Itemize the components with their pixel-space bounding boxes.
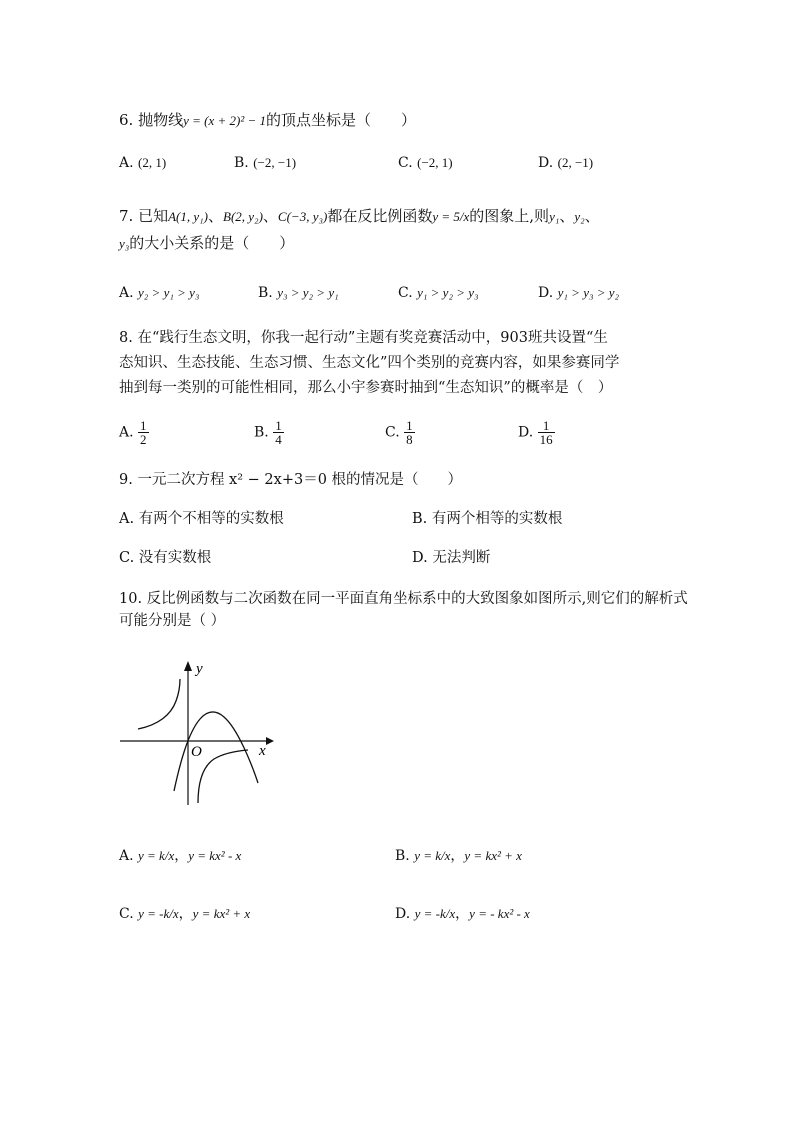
y-axis-arrow [184,661,192,671]
question-10-line2: 可能分别是（ ） [119,613,226,629]
question-8-line1: 8. 在“践行生态文明，你我一起行动”主题有奖竞赛活动中，903班共设置“生 [119,330,608,346]
q7-option-d: D. y₁ > y₃ > y₂ [538,285,620,301]
q6-post: 的顶点坐标是（ ） [266,111,417,129]
q8-option-c: C. $\frac{1}{8}$ [385,418,413,447]
parabola-curve [174,712,258,791]
q9-option-a: A. 有两个不相等的实数根 [119,511,284,527]
q10-graph [116,655,286,815]
q7-function: y = 5/x [432,209,470,224]
x-axis-arrow [266,737,274,745]
question-8-line3: 抽到每一类别的可能性相同，那么小宇参赛时抽到“生态知识”的概率是（ ） [119,380,613,396]
question-6 [119,110,416,131]
question-8-line2: 态知识、生态技能、生态习惯、生态文化”四个类别的竞赛内容，如果参赛同学 [119,355,620,371]
q7-number: 7. [119,207,134,225]
question-9: 9. 一元二次方程 x² − 2x+3＝0 根的情况是（ ） [119,472,463,488]
q8-option-b: B. $\frac{1}{4}$ [254,418,282,447]
q9-option-d: D. 无法判断 [412,550,491,566]
question-7-line2: y₃的大小关系的是（ ） [119,234,295,252]
q7-option-a: A. y₂ > y₁ > y₃ [119,285,200,301]
q10-option-c: C. y = -k/x，y = kx² + x [119,906,251,922]
q6-pre: 抛物线 [138,111,184,129]
q7-option-b: B. y₃ > y₂ > y₁ [258,285,339,301]
q7-point-b: B(2, y₂) [223,209,263,224]
q6-option-a: A. (2, 1) [119,155,167,171]
q6-formula: y = (x + 2)² − 1 [183,113,267,128]
q9-option-c: C. 没有实数根 [119,550,212,566]
q7-point-c: C(−3, y₃) [277,209,328,224]
hyperbola-branch-lower-right [198,750,248,803]
q7-point-a: A(1, y₁) [168,209,208,224]
q8-option-a: A. $\frac{1}{2}$ [119,418,147,447]
q8-option-d: D. $\frac{1}{16}$ [518,418,553,447]
origin-label: O [191,744,202,760]
y-axis-label: y [196,661,203,677]
q7-option-c: C. y₁ > y₂ > y₃ [398,285,479,301]
question-10-line1: 10. 反比例函数与二次函数在同一平面直角坐标系中的大致图象如图所示,则它们的解析式 [119,591,688,607]
q10-option-a: A. y = k/x，y = kx² - x [119,848,242,864]
question-7-line1: 7. 已知A(1, y₁)、B(2, y₂)、C(−3, y₃)都在反比例函数y = 5/x的图象上,则y₁、y₂、 [119,207,600,225]
x-axis-label: x [259,743,266,759]
q6-option-c: C. (−2, 1) [398,155,453,171]
q10-option-b: B. y = k/x，y = kx² + x [395,848,522,864]
hyperbola-branch-upper-left [138,679,180,729]
q6-option-d: D. (2, −1) [538,155,594,171]
q9-option-b: B. 有两个相等的实数根 [412,511,563,527]
q6-number: 6. [119,111,134,129]
q10-option-d: D. y = -k/x，y = - kx² - x [395,906,530,922]
q6-option-b: B. (−2, −1) [234,155,297,171]
